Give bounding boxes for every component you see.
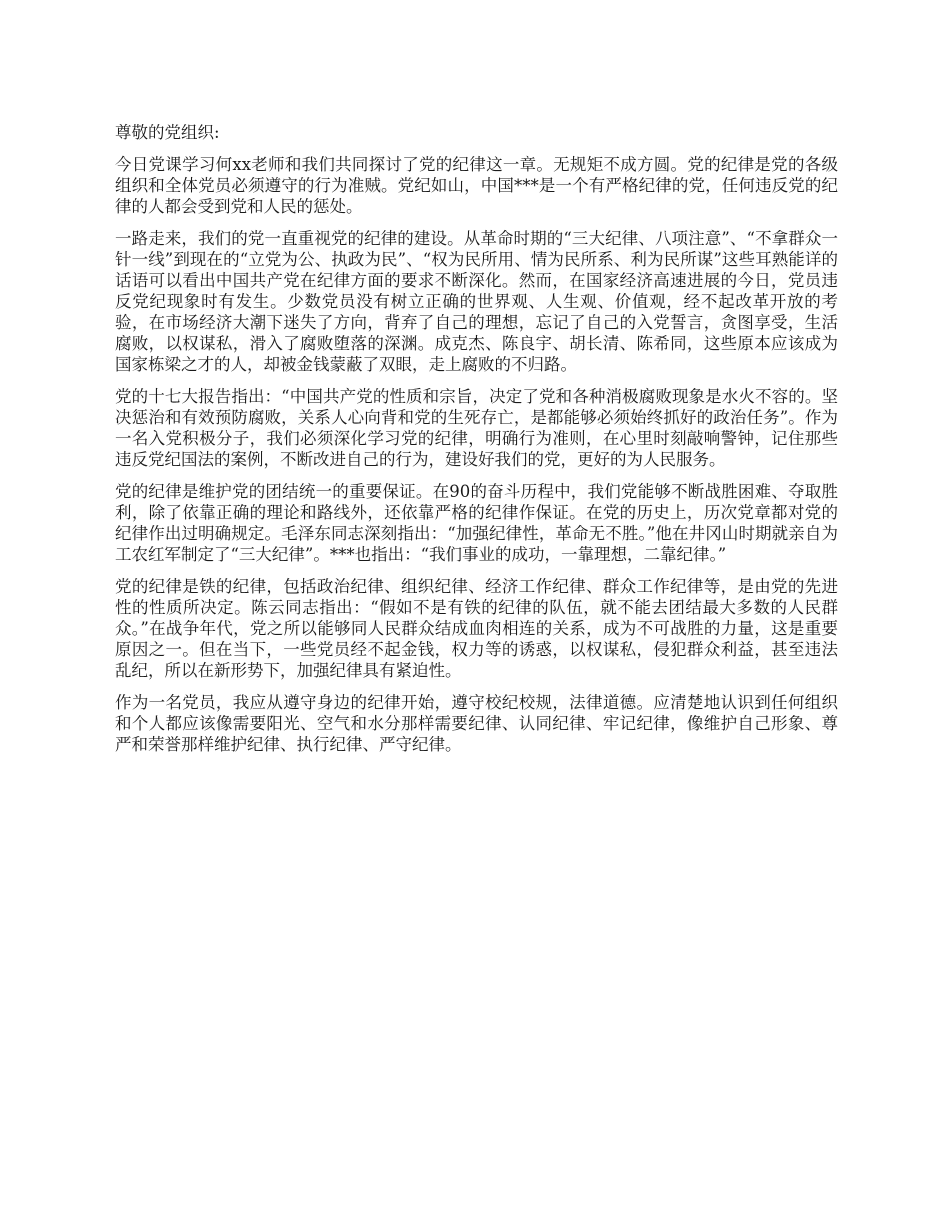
document-body xyxy=(115,122,838,766)
paragraph-6: 作为一名党员，我应从遵守身边的纪律开始，遵守校纪校规，法律道德。应清楚地认识到任何组织和个人都应该像需要阳光、空气和水分那样需要纪律、认同纪律、牢记纪律，像维护自己形象、尊严和荣誉那样维护纪律、执行纪律、严守纪律。 xyxy=(115,693,838,754)
paragraph-4: 党的纪律是维护党的团结统一的重要保证。在90的奋斗历程中，我们党能够不断战胜困难、夺取胜利，除了依靠正确的理论和路线外，还依靠严格的纪律作保证。在党的历史上，历次党章都对党的纪律作出过明确规定。毛泽东同志深刻指出：“加强纪律性，革命无不胜。”他在井冈山时期就亲自为工农红军制定了“三大纪律”。***也指出：“我们事业的成功，一靠理想，二靠纪律。” xyxy=(115,482,838,564)
paragraph-3: 党的十七大报告指出：“中国共产党的性质和宗旨，决定了党和各种消极腐败现象是水火不容的。坚决惩治和有效预防腐败，关系人心向背和党的生死存亡，是都能够必须始终抓好的政治任务”。作为一名入党积极分子，我们必须深化学习党的纪律，明确行为准则，在心里时刻敲响警钟，记住那些违反党纪国法的案例，不断改进自己的行为，建设好我们的党，更好的为人民服务。 xyxy=(115,387,838,469)
paragraph-5: 党的纪律是铁的纪律，包括政治纪律、组织纪律、经济工作纪律、群众工作纪律等，是由党的先进性的性质所决定。陈云同志指出：“假如不是有铁的纪律的队伍，就不能去团结最大多数的人民群众。”在战争年代，党之所以能够同人民群众结成血肉相连的关系，成为不可战胜的力量，这是重要原因之一。但在当下，一些党员经不起金钱，权力等的诱惑，以权谋私，侵犯群众利益，甚至违法乱纪，所以在新形势下，加强纪律具有紧迫性。 xyxy=(115,577,838,680)
paragraph-1: 今日党课学习何xx老师和我们共同探讨了党的纪律这一章。无规矩不成方圆。党的纪律是党的各级组织和全体党员必须遵守的行为准贼。党纪如山，中国***是一个有严格纪律的党，任何违反党的纪律的人都会受到党和人民的惩处。 xyxy=(115,155,838,216)
salutation: 尊敬的党组织: xyxy=(115,123,220,142)
paragraph-2: 一路走来，我们的党一直重视党的纪律的建设。从革命时期的“三大纪律、八项注意”、“不拿群众一针一线”到现在的“立党为公、执政为民”、“权为民所用、情为民所系、利为民所谋”这些耳熟能详的话语可以看出中国共产党在纪律方面的要求不断深化。然而，在国家经济高速进展的今日，党员违反党纪现象时有发生。少数党员没有树立正确的世界观、人生观、价值观，经不起改革开放的考验，在市场经济大潮下迷失了方向，背弃了自己的理想，忘记了自己的入党誓言，贪图享受，生活腐败，以权谋私，滑入了腐败堕落的深渊。成克杰、陈良宇、胡长清、陈希同，这些原本应该成为国家栋梁之才的人，却被金钱蒙蔽了双眼，走上腐败的不归路。 xyxy=(115,229,838,374)
